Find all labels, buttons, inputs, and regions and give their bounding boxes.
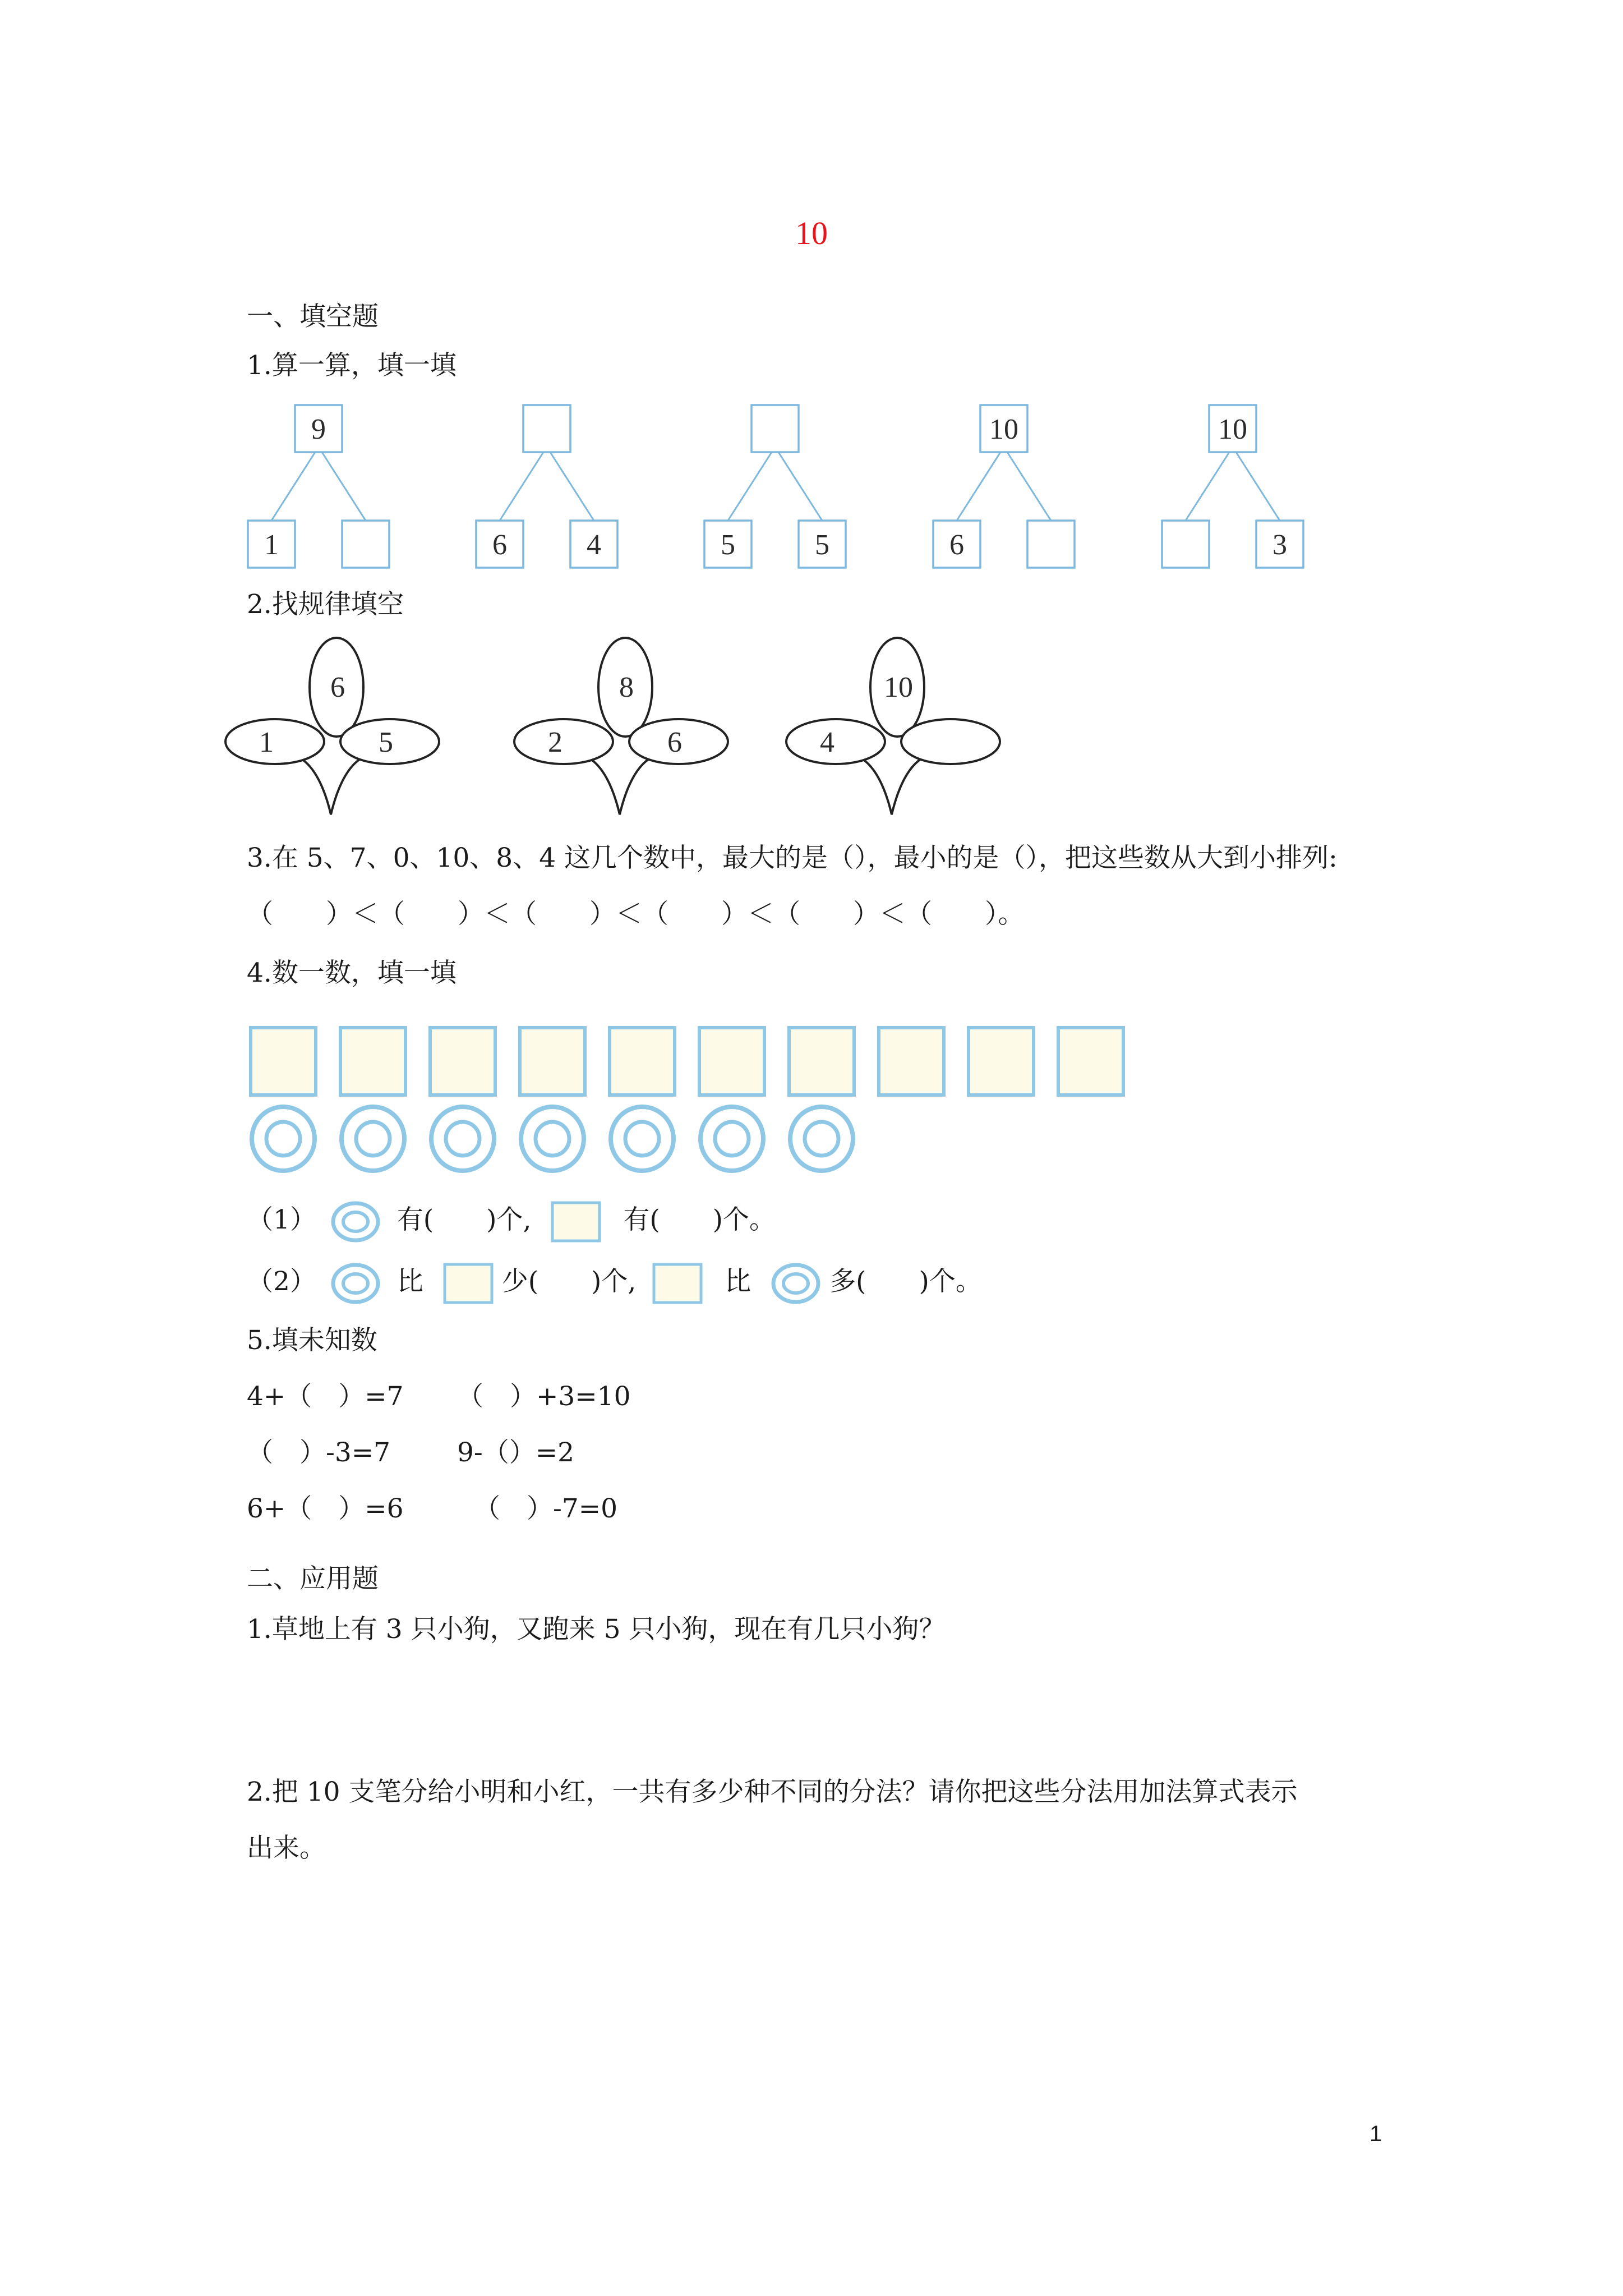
bond-line: [322, 452, 366, 521]
section-heading-fill-in: 一、填空题: [247, 301, 379, 332]
top-petal-number: 6: [330, 671, 345, 703]
bond-right-value: 5: [815, 529, 829, 561]
flower-2: [514, 638, 728, 815]
bond-line: [1007, 452, 1051, 521]
count-ring: [611, 1107, 674, 1171]
equation: （ ）+3=10: [457, 1381, 631, 1412]
bond-right-value: 4: [587, 529, 601, 561]
page-number: 1: [1370, 2122, 1382, 2146]
count-square: [879, 1028, 944, 1095]
bond-line: [778, 452, 822, 521]
number-bond-3: [704, 405, 846, 568]
applied-problem-1: 1.草地上有 3 只小狗，又跑来 5 只小狗，现在有几只小狗？: [247, 1614, 946, 1645]
bond-line: [1186, 452, 1229, 521]
count-square: [610, 1028, 675, 1095]
bond-left-value: 6: [492, 529, 507, 561]
ring-icon: [771, 1262, 821, 1305]
square-icon: [652, 1263, 703, 1304]
bond-left-value: 6: [949, 529, 964, 561]
question-1-label: 1.算一算，填一填: [247, 350, 457, 381]
more-blank: 多( )个。: [829, 1266, 982, 1297]
question-4-sub-2: [247, 1262, 982, 1305]
count-square: [340, 1028, 405, 1095]
top-petal-number: 10: [884, 671, 913, 703]
count-square: [520, 1028, 585, 1095]
equation: 9-（）=2: [457, 1437, 575, 1468]
right-petal: [901, 719, 1000, 764]
bond-left-box: [1162, 521, 1209, 568]
bond-line: [957, 452, 1000, 521]
bond-line: [500, 452, 543, 521]
question-2-label: 2.找规律填空: [247, 589, 404, 620]
count-ring: [431, 1107, 494, 1171]
equation: （ ）-7=0: [474, 1493, 618, 1524]
bond-top-value: 9: [311, 413, 326, 445]
flower-1: [225, 638, 439, 815]
applied-problem-2-line-2: 出来。: [247, 1833, 326, 1864]
sub-2-number: （2）: [247, 1266, 316, 1297]
bond-top-value: 10: [1218, 413, 1247, 445]
bond-line: [1236, 452, 1280, 521]
bond-right-value: 3: [1272, 529, 1287, 561]
count-ring: [252, 1107, 315, 1171]
bond-left-value: 1: [264, 529, 279, 561]
bond-top-box: [523, 405, 570, 452]
ring-count-blank: 有( )个,: [396, 1204, 532, 1235]
bond-right-box: [342, 521, 389, 568]
count-square: [1058, 1028, 1123, 1095]
flower-stem: [293, 754, 369, 815]
count-ring: [790, 1107, 853, 1171]
compare-word: 比: [396, 1266, 423, 1297]
number-bond-4: [933, 405, 1075, 568]
left-petal: [786, 719, 885, 764]
question-3-text: 3.在 5、7、0、10、8、4 这几个数中，最大的是（），最小的是（），把这些数从大到小排列:: [247, 843, 1338, 873]
equation: 6+（ ）=6: [247, 1493, 404, 1524]
ring-icon: [330, 1262, 381, 1305]
number-bond-1: [248, 405, 389, 568]
count-square: [699, 1028, 764, 1095]
ring-icon: [330, 1200, 381, 1243]
count-ring: [521, 1107, 584, 1171]
bond-right-box: [1027, 521, 1075, 568]
bond-line: [550, 452, 594, 521]
left-petal: [514, 719, 613, 764]
sub-1-number: （1）: [247, 1204, 316, 1235]
equation: （ ）-3=7: [247, 1437, 391, 1468]
applied-problem-2-line-1: 2.把 10 支笔分给小明和小红，一共有多少种不同的分法？请你把这些分法用加法算式表示: [247, 1777, 1298, 1807]
section-heading-applied: 二、应用题: [247, 1563, 379, 1594]
top-petal-number: 8: [619, 671, 634, 703]
square-count-blank: 有( )个。: [623, 1204, 776, 1235]
counting-shapes: [0, 1010, 1623, 1178]
left-petal-number: 1: [259, 726, 274, 758]
square-icon: [551, 1201, 601, 1243]
left-petal: [225, 719, 324, 764]
flower-stem: [854, 754, 930, 815]
number-bond-diagrams: [0, 0, 1623, 617]
count-square: [430, 1028, 495, 1095]
bond-left-value: 5: [721, 529, 735, 561]
bond-line: [728, 452, 772, 521]
page-title: 10: [795, 215, 828, 251]
count-square: [789, 1028, 854, 1095]
count-square: [251, 1028, 316, 1095]
equation: 4+（ ）=7: [247, 1381, 404, 1412]
number-bond-5: [1162, 405, 1303, 568]
count-square: [969, 1028, 1034, 1095]
question-4-sub-1: [247, 1200, 776, 1243]
number-bond-2: [476, 405, 617, 568]
square-icon: [443, 1263, 494, 1304]
bond-line: [271, 452, 315, 521]
left-petal-number: 4: [820, 726, 834, 758]
right-petal-number: 5: [379, 726, 393, 758]
flower-pattern-diagrams: [0, 617, 1623, 830]
question-5-label: 5.填未知数: [247, 1325, 377, 1356]
question-3-ordering-blanks: （ ）＜（ ）＜（ ）＜（ ）＜（ ）＜（ ）。: [247, 899, 1025, 930]
bond-top-box: [751, 405, 799, 452]
flower-stem: [582, 754, 658, 815]
question-4-label: 4.数一数，填一填: [247, 958, 457, 988]
bond-top-value: 10: [989, 413, 1018, 445]
count-ring: [700, 1107, 763, 1171]
left-petal-number: 2: [548, 726, 562, 758]
compare-word: 比: [725, 1266, 751, 1297]
count-ring: [342, 1107, 404, 1171]
flower-3: [786, 638, 1000, 815]
fewer-blank: 少( )个,: [501, 1266, 637, 1297]
right-petal-number: 6: [667, 726, 682, 758]
